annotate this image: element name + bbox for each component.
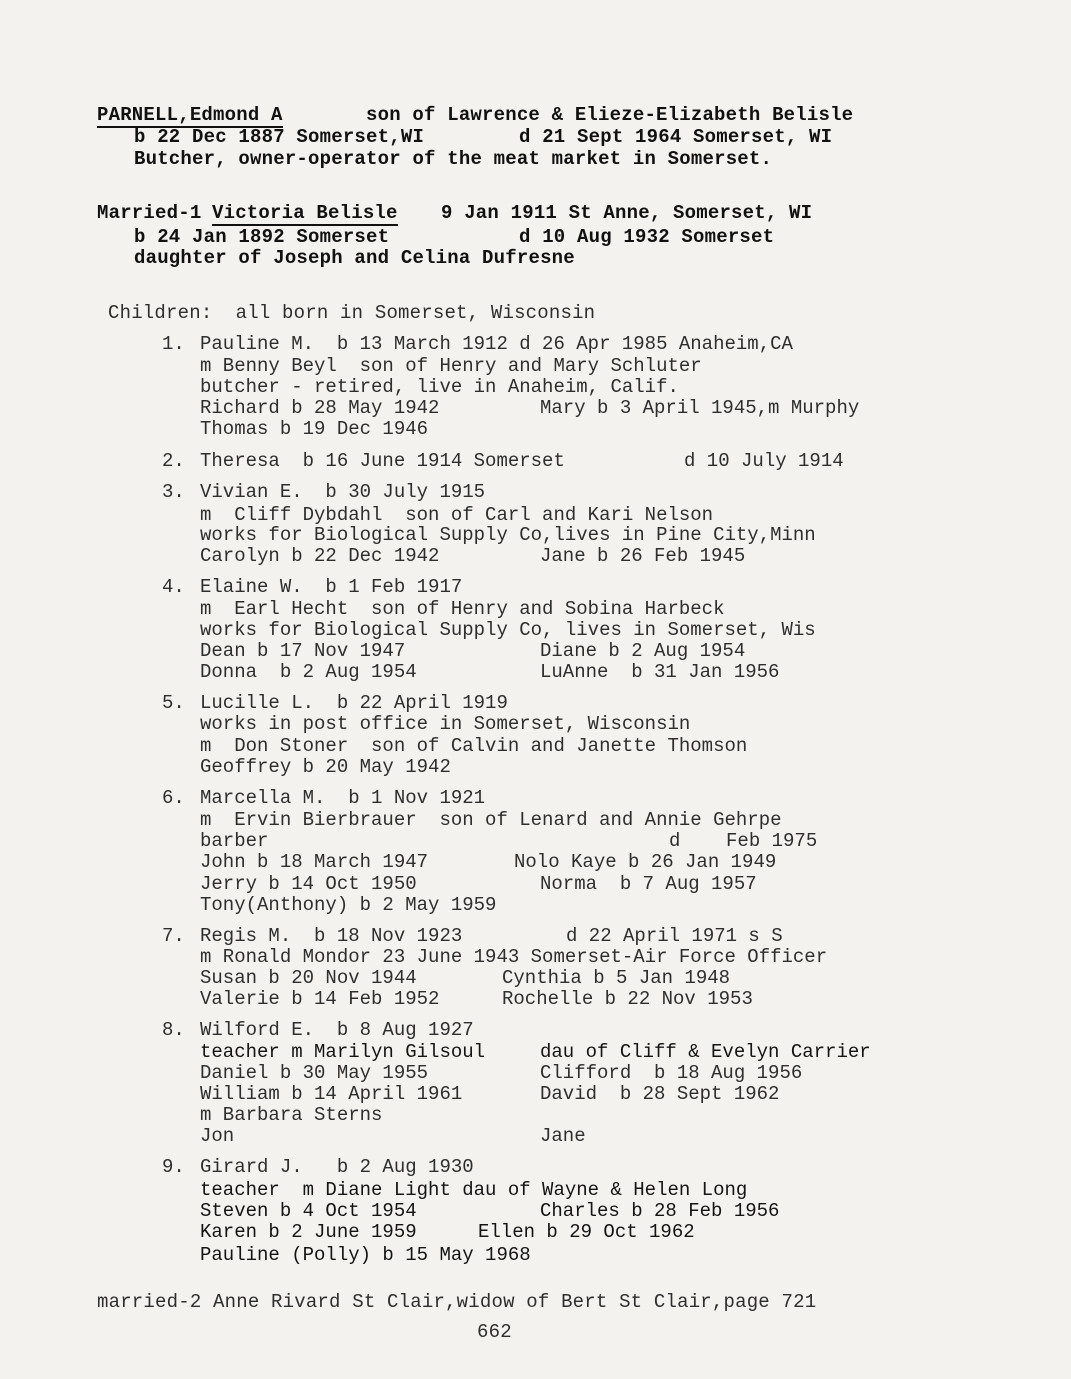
child-line-secondary: d Feb 1975 <box>669 830 818 852</box>
child-line-secondary: Mary b 3 April 1945,m Murphy <box>540 397 860 419</box>
child-line: works in post office in Somerset, Wisconsin <box>200 713 691 735</box>
marriage-label: Married-1 <box>97 202 202 224</box>
child-line: Karen b 2 June 1959 <box>200 1221 417 1243</box>
person-parents: son of Lawrence & Elieze-Elizabeth Belisle <box>366 104 854 126</box>
child-line: Susan b 20 Nov 1944 <box>200 967 417 989</box>
child-number: 4. <box>162 576 185 598</box>
person-name: PARNELL,Edmond A <box>97 104 283 126</box>
spouse-death: d 10 Aug 1932 Somerset <box>519 226 775 248</box>
child-line-secondary: d 10 July 1914 <box>684 450 844 472</box>
child-line: Lucille L. b 22 April 1919 <box>200 692 508 714</box>
child-number: 5. <box>162 692 185 714</box>
child-line: Wilford E. b 8 Aug 1927 <box>200 1019 474 1041</box>
person-occupation: Butcher, owner-operator of the meat market in Somerset. <box>134 148 773 170</box>
child-line-secondary: Clifford b 18 Aug 1956 <box>540 1062 803 1084</box>
child-line: Regis M. b 18 Nov 1923 <box>200 925 463 947</box>
child-line: Daniel b 30 May 1955 <box>200 1062 429 1084</box>
child-line: m Ervin Bierbrauer son of Lenard and Annie Gehrpe <box>200 809 782 831</box>
child-line: Thomas b 19 Dec 1946 <box>200 418 429 440</box>
child-line-secondary: Cynthia b 5 Jan 1948 <box>502 967 731 989</box>
child-line: teacher m Marilyn Gilsoul <box>200 1041 486 1063</box>
child-line: Geoffrey b 20 May 1942 <box>200 756 451 778</box>
marriage-date-place: 9 Jan 1911 St Anne, Somerset, WI <box>441 202 813 224</box>
child-line: William b 14 April 1961 <box>200 1083 463 1105</box>
child-line: m Barbara Sterns <box>200 1104 383 1126</box>
child-line: Theresa b 16 June 1914 Somerset <box>200 450 565 472</box>
child-line: works for Biological Supply Co, lives in Somerset, Wis <box>200 619 816 641</box>
child-line: Richard b 28 May 1942 <box>200 397 440 419</box>
child-line: Girard J. b 2 Aug 1930 <box>200 1156 474 1178</box>
child-line-secondary: LuAnne b 31 Jan 1956 <box>540 661 780 683</box>
child-line: works for Biological Supply Co,lives in Pine City,Minn <box>200 524 816 546</box>
child-number: 7. <box>162 925 185 947</box>
person-birth: b 22 Dec 1887 Somerset,WI <box>134 126 425 148</box>
child-line-secondary: Norma b 7 Aug 1957 <box>540 873 757 895</box>
child-line: Donna b 2 Aug 1954 <box>200 661 417 683</box>
child-line: m Don Stoner son of Calvin and Janette Thomson <box>200 735 748 757</box>
child-line: barber <box>200 830 269 852</box>
person-death: d 21 Sept 1964 Somerset, WI <box>519 126 833 148</box>
child-line: teacher m Diane Light dau of Wayne & Helen Long <box>200 1179 748 1201</box>
child-number: 3. <box>162 481 185 503</box>
child-line-secondary: d 22 April 1971 s S <box>566 925 783 947</box>
spouse-birth: b 24 Jan 1892 Somerset <box>134 226 390 248</box>
child-line: Dean b 17 Nov 1947 <box>200 640 406 662</box>
child-line: Vivian E. b 30 July 1915 <box>200 481 486 503</box>
child-line-secondary: Charles b 28 Feb 1956 <box>540 1200 780 1222</box>
child-line: Jerry b 14 Oct 1950 <box>200 873 417 895</box>
children-intro: Children: all born in Somerset, Wisconsin <box>108 302 596 324</box>
page-number: 662 <box>477 1321 512 1343</box>
child-line: Pauline M. b 13 March 1912 d 26 Apr 1985 Anaheim,CA <box>200 333 793 355</box>
child-number: 9. <box>162 1156 185 1178</box>
child-line: m Ronald Mondor 23 June 1943 Somerset-Air Force Officer <box>200 946 828 968</box>
child-line: Carolyn b 22 Dec 1942 <box>200 545 440 567</box>
child-line: butcher - retired, live in Anaheim, Calif. <box>200 376 679 398</box>
child-line: Jon <box>200 1125 235 1147</box>
child-line: Elaine W. b 1 Feb 1917 <box>200 576 463 598</box>
child-line-secondary: Diane b 2 Aug 1954 <box>540 640 746 662</box>
child-line-secondary: Rochelle b 22 Nov 1953 <box>502 988 753 1010</box>
child-line-secondary: Ellen b 29 Oct 1962 <box>478 1221 695 1243</box>
spouse-parents: daughter of Joseph and Celina Dufresne <box>134 247 575 269</box>
child-number: 8. <box>162 1019 185 1041</box>
child-line-secondary: Nolo Kaye b 26 Jan 1949 <box>514 851 777 873</box>
child-line: m Earl Hecht son of Henry and Sobina Harbeck <box>200 598 725 620</box>
child-line: John b 18 March 1947 <box>200 851 429 873</box>
child-line: Marcella M. b 1 Nov 1921 <box>200 787 486 809</box>
child-number: 6. <box>162 787 185 809</box>
spouse-name: Victoria Belisle <box>212 202 398 224</box>
child-line: m Cliff Dybdahl son of Carl and Kari Nelson <box>200 504 714 526</box>
child-line-secondary: Jane b 26 Feb 1945 <box>540 545 746 567</box>
child-line-secondary: dau of Cliff & Evelyn Carrier <box>540 1041 871 1063</box>
footer-note: married-2 Anne Rivard St Clair,widow of Bert St Clair,page 721 <box>97 1291 817 1313</box>
child-line: Valerie b 14 Feb 1952 <box>200 988 440 1010</box>
child-line: Tony(Anthony) b 2 May 1959 <box>200 894 497 916</box>
child-number: 2. <box>162 450 185 472</box>
child-number: 1. <box>162 333 185 355</box>
child-line-secondary: David b 28 Sept 1962 <box>540 1083 780 1105</box>
child-line: m Benny Beyl son of Henry and Mary Schluter <box>200 355 702 377</box>
child-line: Pauline (Polly) b 15 May 1968 <box>200 1244 531 1266</box>
child-line: Steven b 4 Oct 1954 <box>200 1200 417 1222</box>
child-line-secondary: Jane <box>540 1125 586 1147</box>
